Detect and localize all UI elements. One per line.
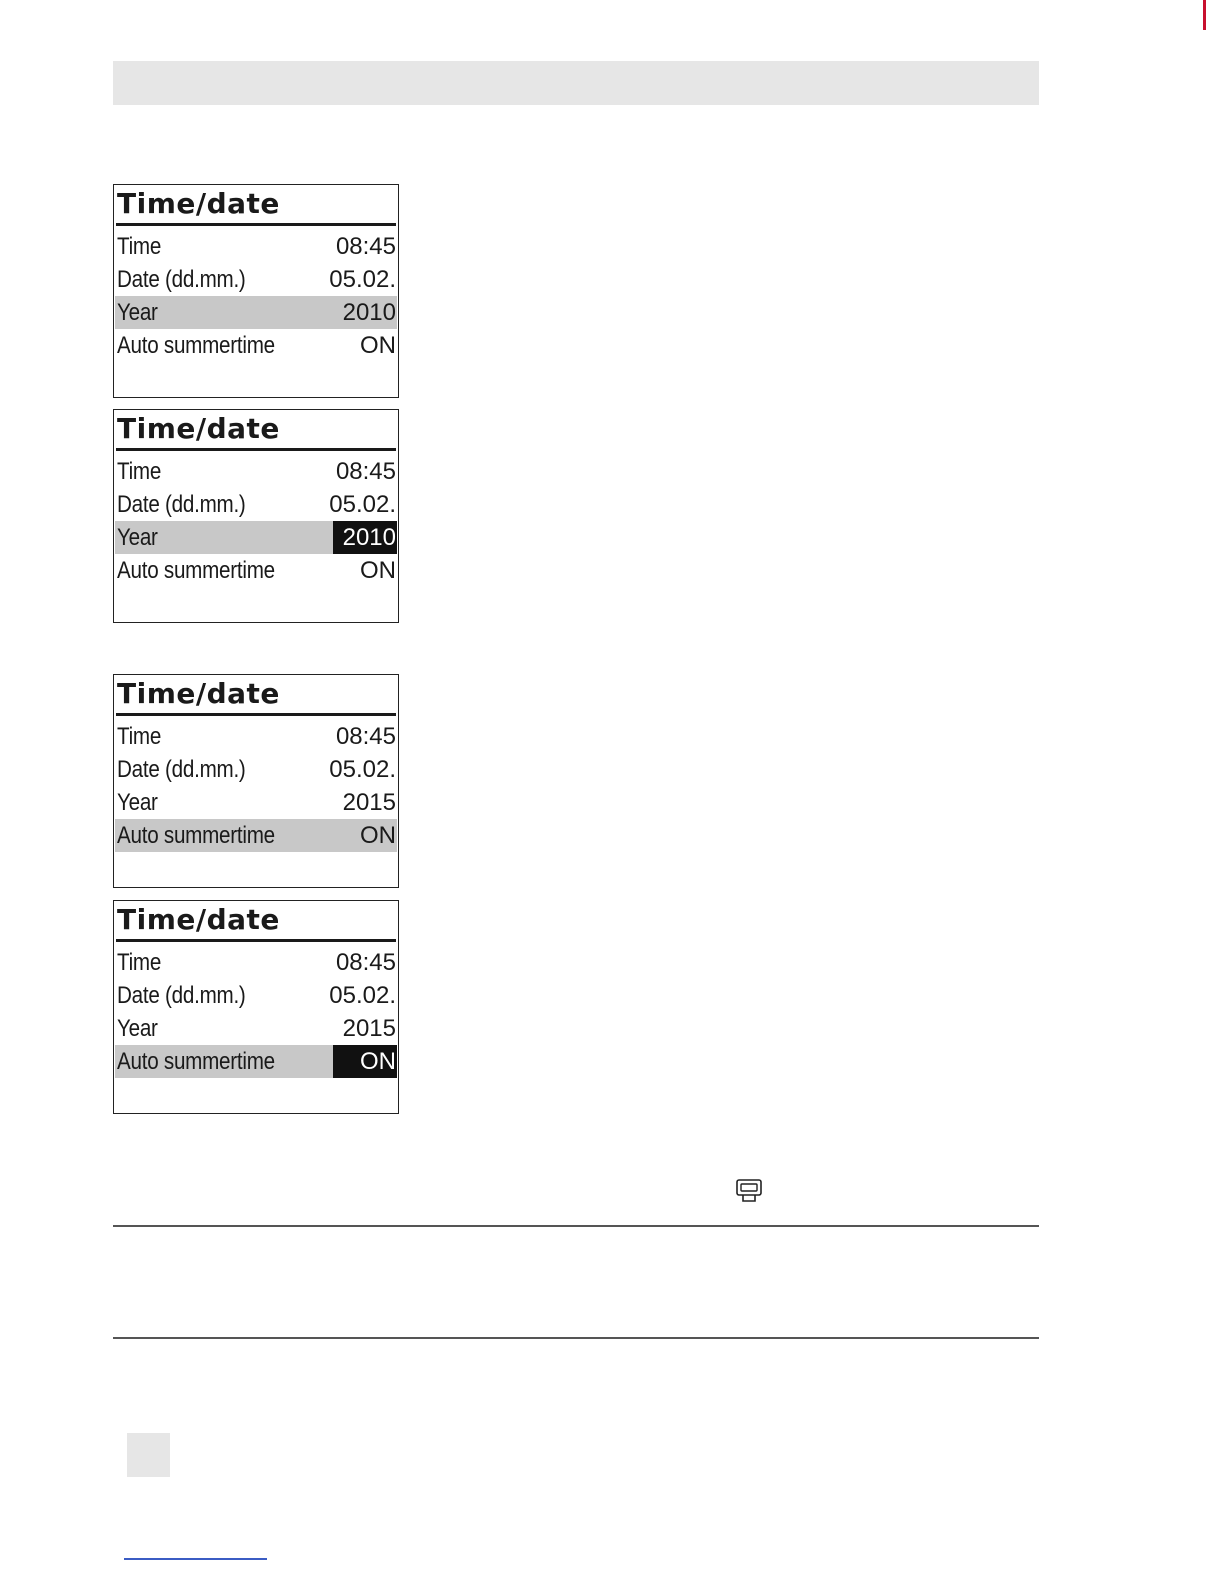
row-label: Auto summertime <box>117 1048 275 1075</box>
row-label: Time <box>117 949 162 976</box>
row-label: Date (dd.mm.) <box>117 266 246 293</box>
row-date[interactable] <box>115 979 397 1012</box>
row-value: 08:45 <box>335 949 396 976</box>
row-value: 2010 <box>342 299 396 326</box>
title-divider <box>116 448 396 451</box>
row-label: Auto summertime <box>117 822 275 849</box>
row-time[interactable] <box>115 230 397 263</box>
page-number-box <box>127 1433 170 1477</box>
row-date[interactable] <box>115 263 397 296</box>
row-value: 08:45 <box>335 233 396 260</box>
row-label: Date (dd.mm.) <box>117 491 246 518</box>
display-screen-year-selected <box>113 184 399 398</box>
title-divider <box>116 713 396 716</box>
page-edge-marker <box>1203 0 1206 30</box>
row-label: Time <box>117 723 162 750</box>
title-divider <box>116 939 396 942</box>
row-label: Date (dd.mm.) <box>117 756 246 783</box>
screen-title: Time/date <box>117 903 280 936</box>
section-divider <box>113 1225 1039 1227</box>
row-label: Year <box>117 524 158 551</box>
row-year[interactable] <box>115 521 397 554</box>
display-screen-summertime-editing <box>113 900 399 1114</box>
row-label: Time <box>117 458 162 485</box>
row-auto-summertime[interactable] <box>115 554 397 587</box>
display-screen-summertime-selected <box>113 674 399 888</box>
row-time[interactable] <box>115 720 397 753</box>
row-value: 05.02. <box>329 982 396 1009</box>
row-year[interactable] <box>115 786 397 819</box>
screen-title: Time/date <box>117 677 280 710</box>
row-auto-summertime[interactable] <box>115 329 397 362</box>
row-label: Date (dd.mm.) <box>117 982 246 1009</box>
row-label: Auto summertime <box>117 557 275 584</box>
row-value: 05.02. <box>329 266 396 293</box>
row-value: 08:45 <box>335 458 396 485</box>
row-time[interactable] <box>115 455 397 488</box>
row-label: Year <box>117 789 158 816</box>
row-value-editing[interactable]: ON <box>333 1045 397 1078</box>
row-time[interactable] <box>115 946 397 979</box>
screen-title: Time/date <box>117 187 280 220</box>
link-underline[interactable] <box>124 1558 267 1560</box>
row-auto-summertime[interactable] <box>115 819 397 852</box>
row-label: Year <box>117 1015 158 1042</box>
monitor-icon <box>736 1179 762 1203</box>
row-label: Auto summertime <box>117 332 275 359</box>
row-value: ON <box>360 332 396 359</box>
row-value-editing[interactable]: 2010 <box>333 521 397 554</box>
row-date[interactable] <box>115 753 397 786</box>
title-divider <box>116 223 396 226</box>
row-value: 2015 <box>342 789 396 816</box>
row-value: 08:45 <box>335 723 396 750</box>
row-date[interactable] <box>115 488 397 521</box>
row-year[interactable] <box>115 1012 397 1045</box>
row-label: Year <box>117 299 158 326</box>
header-band <box>113 61 1039 105</box>
row-year[interactable] <box>115 296 397 329</box>
row-value: 05.02. <box>329 491 396 518</box>
row-label: Time <box>117 233 162 260</box>
section-divider <box>113 1337 1039 1339</box>
row-value: ON <box>360 822 396 849</box>
row-value: ON <box>360 557 396 584</box>
row-value: 05.02. <box>329 756 396 783</box>
row-auto-summertime[interactable] <box>115 1045 397 1078</box>
screen-title: Time/date <box>117 412 280 445</box>
row-value: 2015 <box>342 1015 396 1042</box>
display-screen-year-editing <box>113 409 399 623</box>
